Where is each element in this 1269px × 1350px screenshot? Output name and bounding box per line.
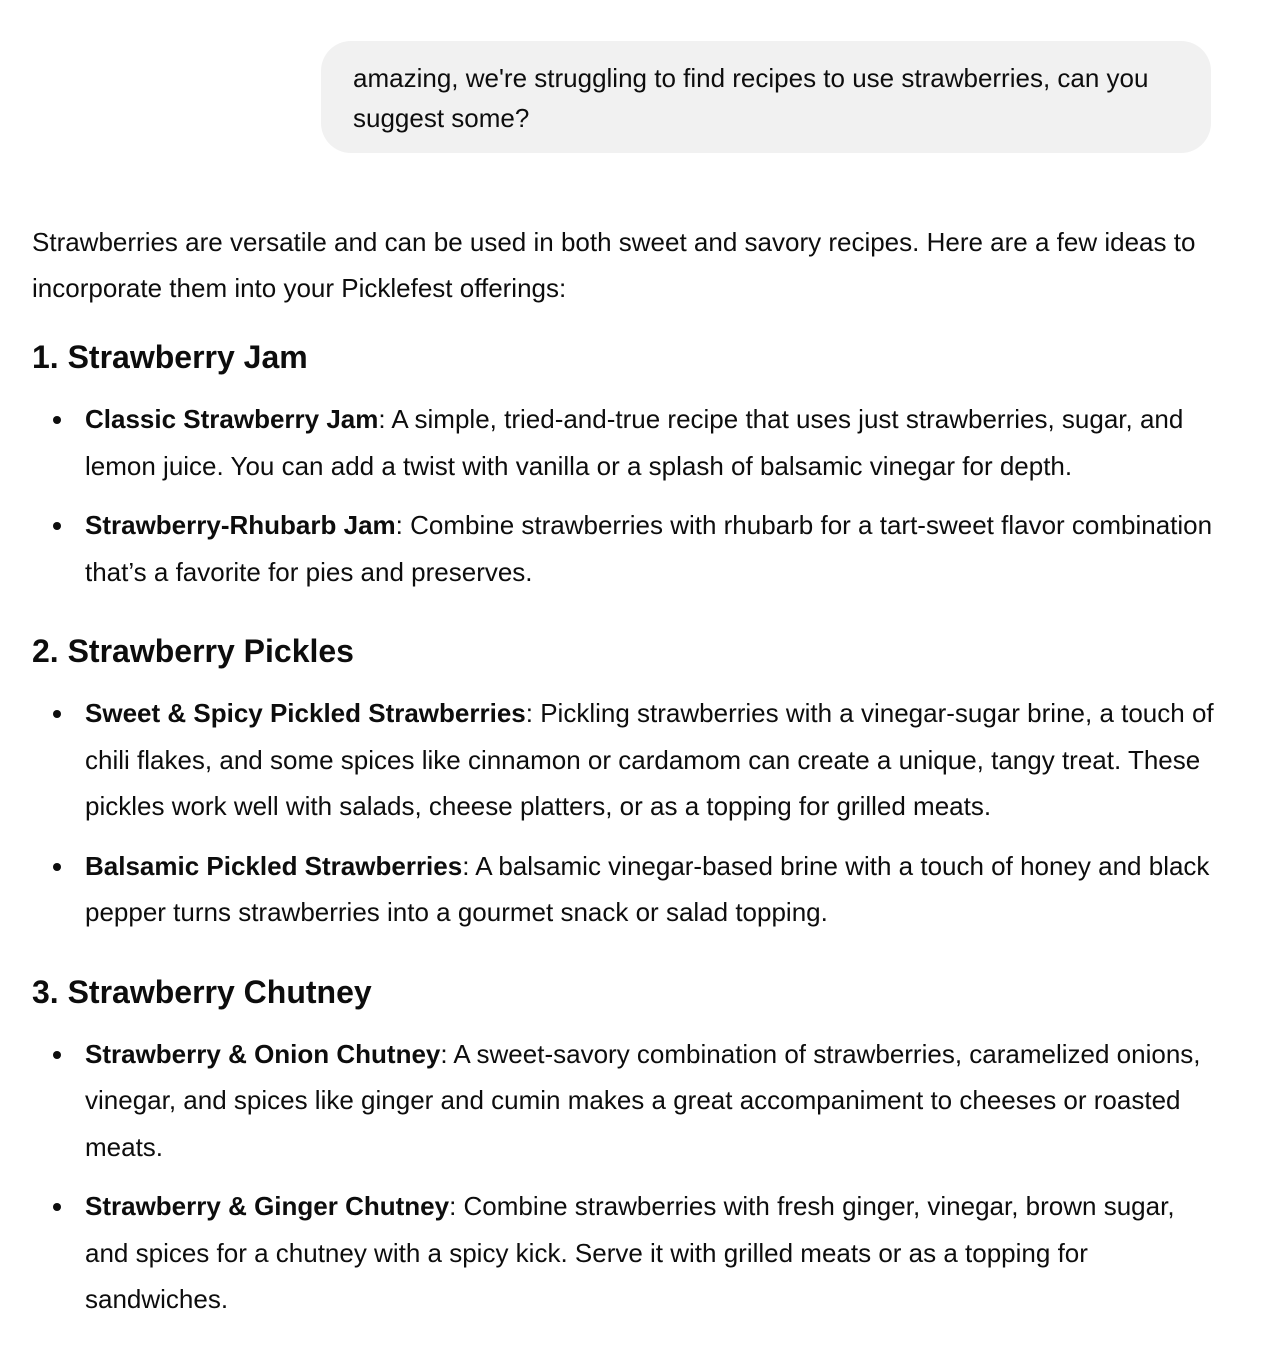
item-title: Strawberry & Onion Chutney [85,1038,441,1069]
item-list [32,396,1222,595]
list-item [32,690,1222,830]
item-text: : Combine strawberries with fresh ginger, vinegar, brown sugar, and spices for a chutney with a spicy kick. Serve it with grilled meats or as a topping for sandwiches. [85,1191,1175,1314]
item-title: Balsamic Pickled Strawberries [85,850,463,881]
user-message-bubble [321,41,1211,153]
list-item [32,1031,1222,1171]
bullet-icon [53,710,61,718]
assistant-intro: Strawberries are versatile and can be used in both sweet and savory recipes. Here are a few ideas to incorporate them into your Picklefest offerings: [32,227,1196,303]
item-list [32,1031,1222,1323]
item-title: Strawberry & Ginger Chutney [85,1191,450,1221]
list-item [32,396,1222,489]
item-text: : A sweet-savory combination of strawberries, caramelized onions, vinegar, and spices like ginger and cumin makes a great accompaniment to cheeses or roasted meats. [85,1038,1201,1162]
assistant-message [32,219,1222,1323]
item-text: : A balsamic vinegar-based brine with a touch of honey and black pepper turns strawberries into a gourmet snack or salad topping. [85,850,1210,927]
item-text: : A simple, tried-and-true recipe that uses just strawberries, sugar, and lemon juice. You can add a twist with vanilla or a splash of balsamic vinegar for depth. [85,404,1184,481]
list-item [32,1183,1222,1323]
item-list [32,690,1222,936]
bullet-icon [53,522,61,530]
bullet-icon [53,863,61,871]
item-title: Sweet & Spicy Pickled Strawberries [85,698,526,728]
bullet-icon [53,416,61,424]
section-heading: 3. Strawberry Chutney [32,973,372,1010]
item-title: Strawberry-Rhubarb Jam [85,510,396,540]
bullet-icon [53,1051,61,1059]
user-message-text: amazing, we're struggling to find recipes to use strawberries, can you suggest some? [353,63,1149,133]
item-text: : Pickling strawberries with a vinegar-sugar brine, a touch of chili flakes, and some spices like cinnamon or cardamom can create a unique, tangy treat. These pickles work well with salads, cheese platters, or as a topping for grilled meats. [85,698,1214,821]
bullet-icon [53,1203,61,1211]
list-item [32,843,1222,936]
item-title: Classic Strawberry Jam [85,404,379,434]
section-heading: 1. Strawberry Jam [32,339,308,375]
item-text: : Combine strawberries with rhubarb for a tart-sweet flavor combination that’s a favorite for pies and preserves. [85,510,1213,587]
list-item [32,502,1222,595]
section-heading: 2. Strawberry Pickles [32,633,354,669]
